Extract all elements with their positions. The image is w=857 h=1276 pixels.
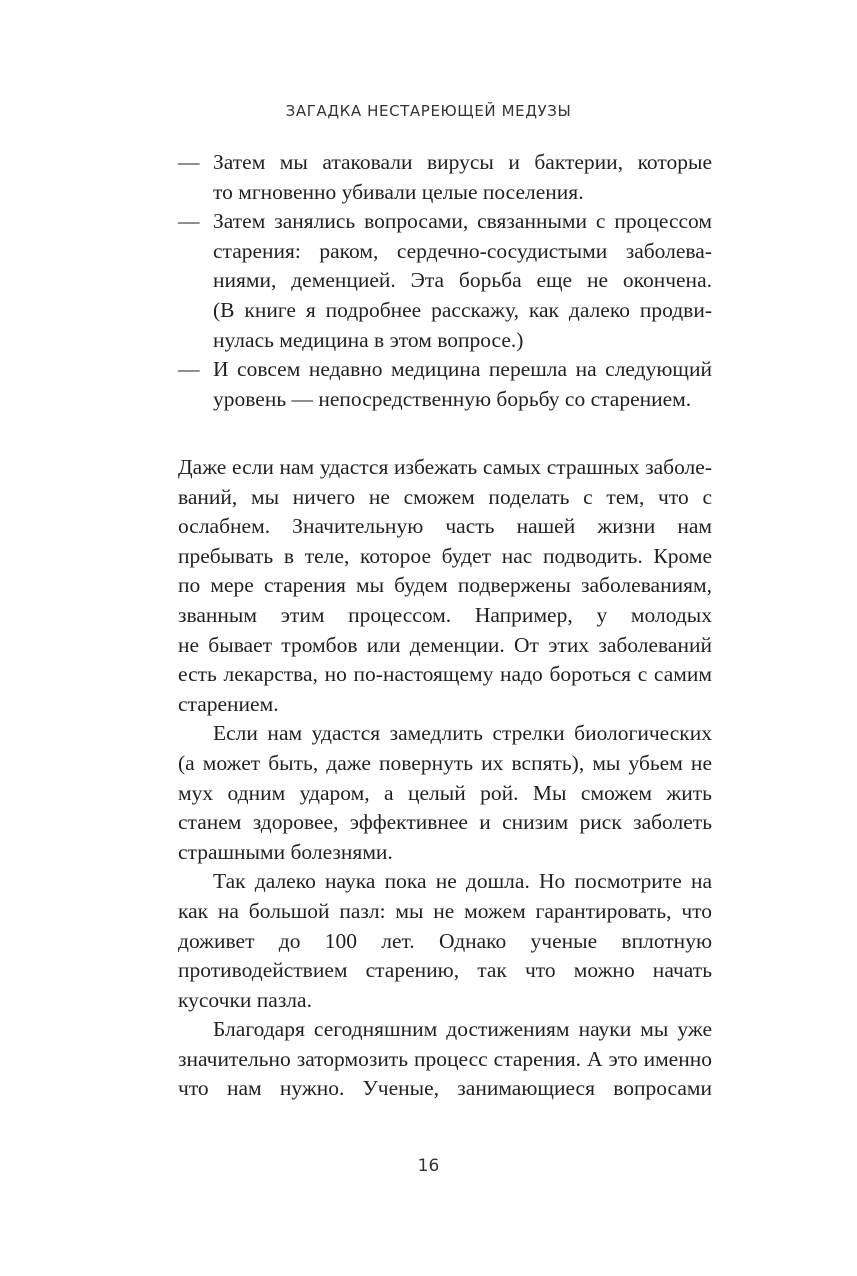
paragraph (178, 719, 712, 867)
running-header: ЗАГАДКА НЕСТАРЕЮЩЕЙ МЕДУЗЫ (285, 102, 572, 120)
text-line: уровень — непосредственную борьбу со старением. (213, 386, 692, 411)
text-line: ослабнем. Значительную часть нашей жизни нам (178, 514, 712, 539)
paragraph (178, 453, 712, 719)
text-line: старения: раком, сердечно-сосудистыми заболева- (213, 238, 712, 263)
text-line: станем здоровее, эффективнее и снизим риск заболеть (178, 810, 712, 835)
text-line: страшными болезнями. (178, 839, 393, 864)
text-line: (В книге я подробнее расскажу, как далеко продви- (213, 297, 712, 322)
text-line: Если нам удастся замедлить стрелки биологических (213, 721, 712, 746)
text-line: (а может быть, даже повернуть их вспять), мы убьем не (178, 750, 712, 775)
text-line: Даже если нам удастся избежать самых страшных заболе- (178, 455, 712, 479)
list-item (178, 148, 712, 207)
page-number: 16 (417, 1156, 440, 1176)
list-dash: — (178, 209, 200, 234)
text-line: противодействием старению, так что можно начать (178, 958, 712, 983)
text-line: старением. (178, 691, 279, 716)
text-line: есть лекарства, но по-настоящему надо бороться с самим (178, 662, 712, 687)
text-line: нулась медицина в этом вопросе.) (213, 327, 524, 352)
list-dash: — (178, 357, 200, 382)
text-line: значительно затормозить процесс старения. А это именно (178, 1046, 712, 1071)
text-line: Так далеко наука пока не дошла. Но посмотрите на (213, 869, 712, 894)
list-item (178, 355, 712, 414)
text-line: Благодаря сегодняшним достижениям науки мы уже (213, 1017, 712, 1042)
list-item (178, 207, 712, 355)
text-line: мух одним ударом, а целый рой. Мы сможем жить (178, 780, 712, 805)
text-line: званным этим процессом. Например, у молодых (178, 602, 712, 627)
paragraph (178, 1015, 712, 1104)
text-line: Затем занялись вопросами, связанными с процессом (213, 209, 712, 234)
text-line: ниями, деменцией. Эта борьба еще не окончена. (213, 268, 712, 293)
text-line: кусочки пазла. (178, 987, 312, 1012)
list-dash: — (178, 150, 200, 174)
text-line: доживет до 100 лет. Однако ученые вплотную (178, 928, 712, 953)
bullet-list (178, 148, 712, 414)
text-line: по мере старения мы будем подвержены заболеваниям, (178, 573, 712, 598)
text-line: Затем мы атаковали вирусы и бактерии, которые (213, 150, 712, 174)
text-line: не бывает тромбов или деменции. От этих заболеваний (178, 632, 712, 657)
text-line: пребывать в теле, которое будет нас подводить. Кроме (178, 543, 712, 568)
text-line: как на большой пазл: мы не можем гарантировать, что (178, 898, 712, 923)
paragraph (178, 867, 712, 1015)
text-line: то мгновенно убивали целые поселения. (213, 179, 584, 204)
text-line: И совсем недавно медицина перешла на следующий (213, 357, 712, 382)
text-line: ваний, мы ничего не сможем поделать с тем, что с (178, 484, 712, 509)
body-text (178, 453, 712, 1104)
text-line: что нам нужно. Ученые, занимающиеся вопросами (178, 1076, 712, 1101)
